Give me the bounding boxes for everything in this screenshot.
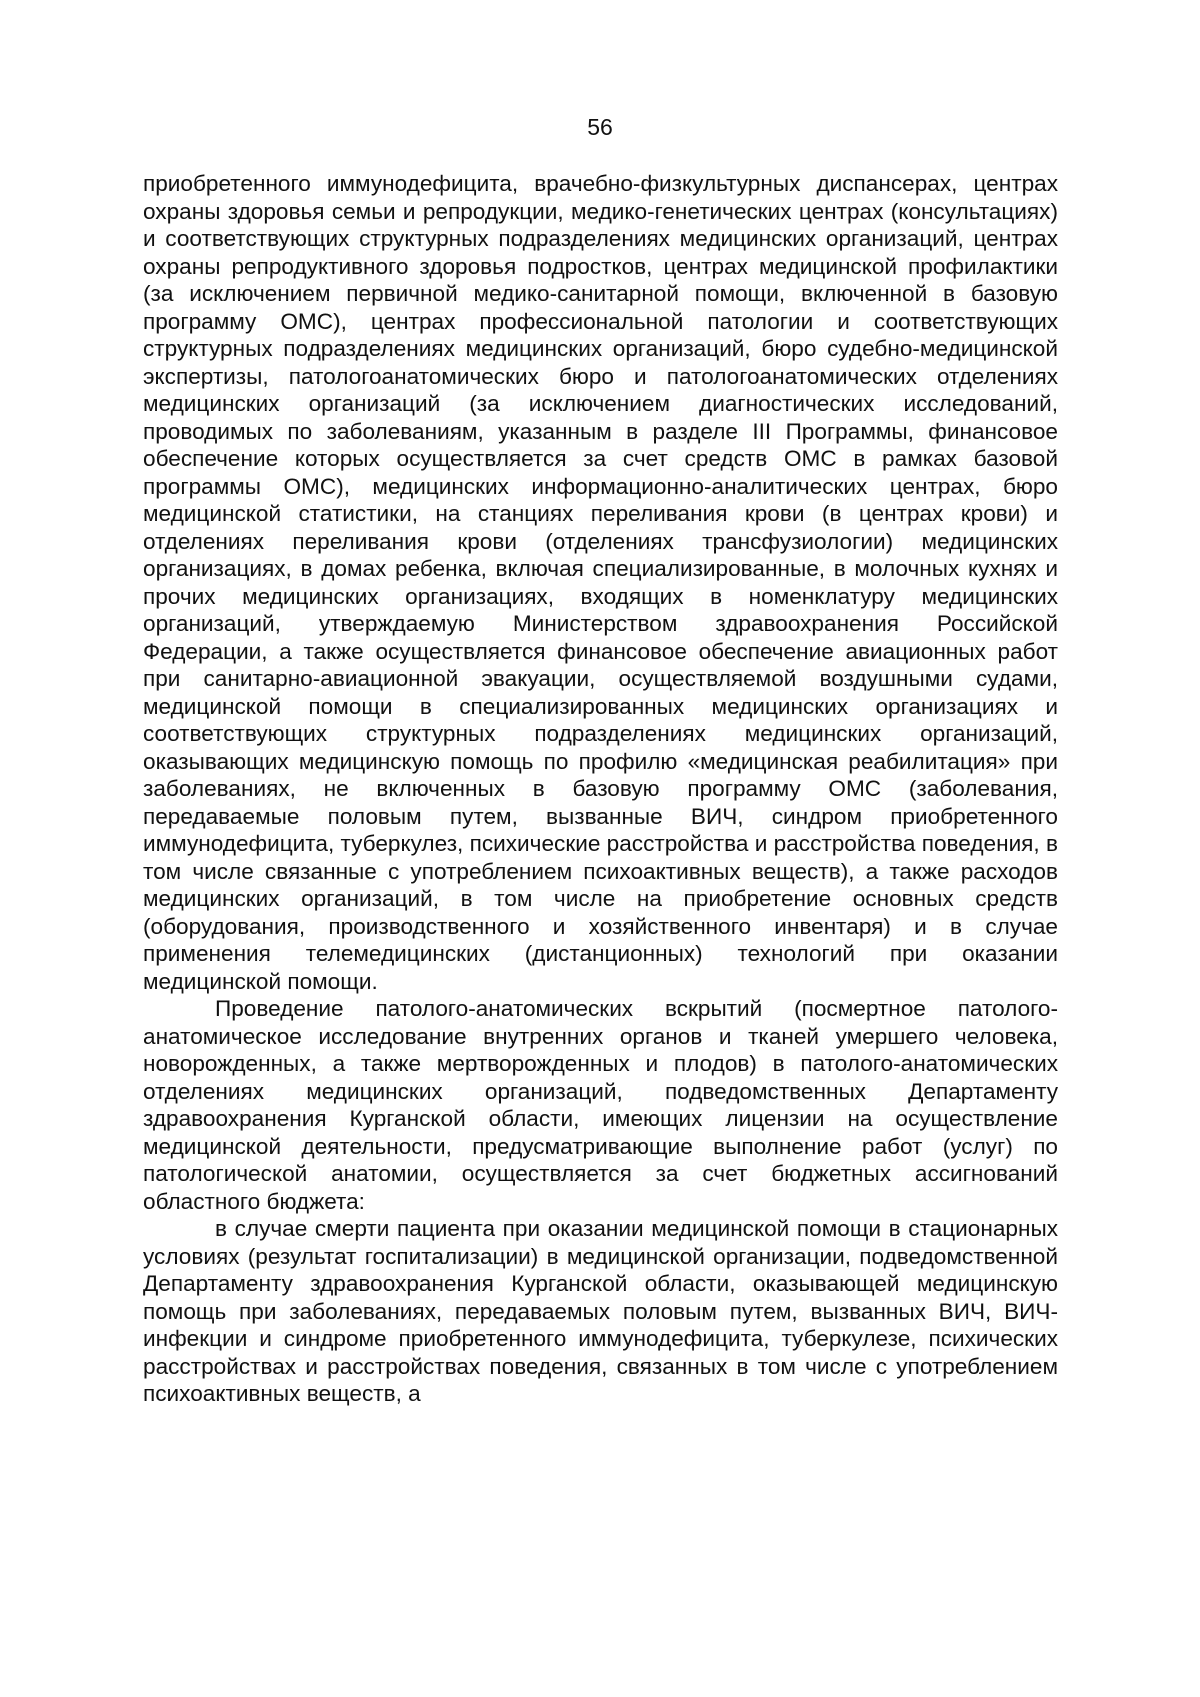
document-body [143, 170, 1058, 1408]
page-number: 56 [587, 114, 613, 140]
paragraph-autopsy-funding: Проведение патолого-анатомических вскрытий (посмертное патолого-анатомическое исследование внутренних органов и тканей умершего человека, новорожденных, а также мертворожденных и плодов) в патолого-анатомических отделениях медицинских организаций, подведомственных Департаменту здравоохранения Курганской области, имеющих лицензии на осуществление медицинской деятельности, предусматривающие выполнение работ (услуг) по патологической анатомии, осуществляется за счет бюджетных ассигнований областного бюджета: [143, 996, 1058, 1214]
paragraph-patient-death-case: в случае смерти пациента при оказании медицинской помощи в стационарных условиях (результат госпитализации) в медицинской организации, подведомственной Департаменту здравоохранения Курганской области, оказывающей медицинскую помощь при заболеваниях, передаваемых половым путем, вызванных ВИЧ, ВИЧ-инфекции и синдроме приобретенного иммунодефицита, туберкулезе, психических расстройствах и расстройствах поведения, связанных в том числе с употреблением психоактивных веществ, а [143, 1216, 1058, 1406]
paragraph-continuation: приобретенного иммунодефицита, врачебно-физкультурных диспансерах, центрах охраны здоровья семьи и репродукции, медико-генетических центрах (консультациях) и соответствующих структурных подразделениях медицинских организаций, центрах охраны репродуктивного здоровья подростков, центрах медицинской профилактики (за исключением первичной медико-санитарной помощи, включенной в базовую программу ОМС), центрах профессиональной патологии и соответствующих структурных подразделениях медицинских организаций, бюро судебно-медицинской экспертизы, патологоанатомических бюро и патологоанатомических отделениях медицинских организаций (за исключением диагностических исследований, проводимых по заболеваниям, указанным в разделе III Программы, финансовое обеспечение которых осуществляется за счет средств ОМС в рамках базовой программы ОМС), медицинских информационно-аналитических центрах, бюро медицинской статистики, на станциях переливания крови (в центрах крови) и отделениях переливания крови (отделениях трансфузиологии) медицинских организациях, в домах ребенка, включая специализированные, в молочных кухнях и прочих медицинских организациях, входящих в номенклатуру медицинских организаций, утверждаемую Министерством здравоохранения Российской Федерации, а также осуществляется финансовое обеспечение авиационных работ при санитарно-авиационной эвакуации, осуществляемой воздушными судами, медицинской помощи в специализированных медицинских организациях и соответствующих структурных подразделениях медицинских организаций, оказывающих медицинскую помощь по профилю «медицинская реабилитация» при заболеваниях, не включенных в базовую программу ОМС (заболевания, передаваемые половым путем, вызванные ВИЧ, синдром приобретенного иммунодефицита, туберкулез, психические расстройства и расстройства поведения, в том числе связанные с употреблением психоактивных веществ), а также расходов медицинских организаций, в том числе на приобретение основных средств (оборудования, производственного и хозяйственного инвентаря) и в случае применения телемедицинских (дистанционных) технологий при оказании медицинской помощи. [143, 171, 1058, 994]
